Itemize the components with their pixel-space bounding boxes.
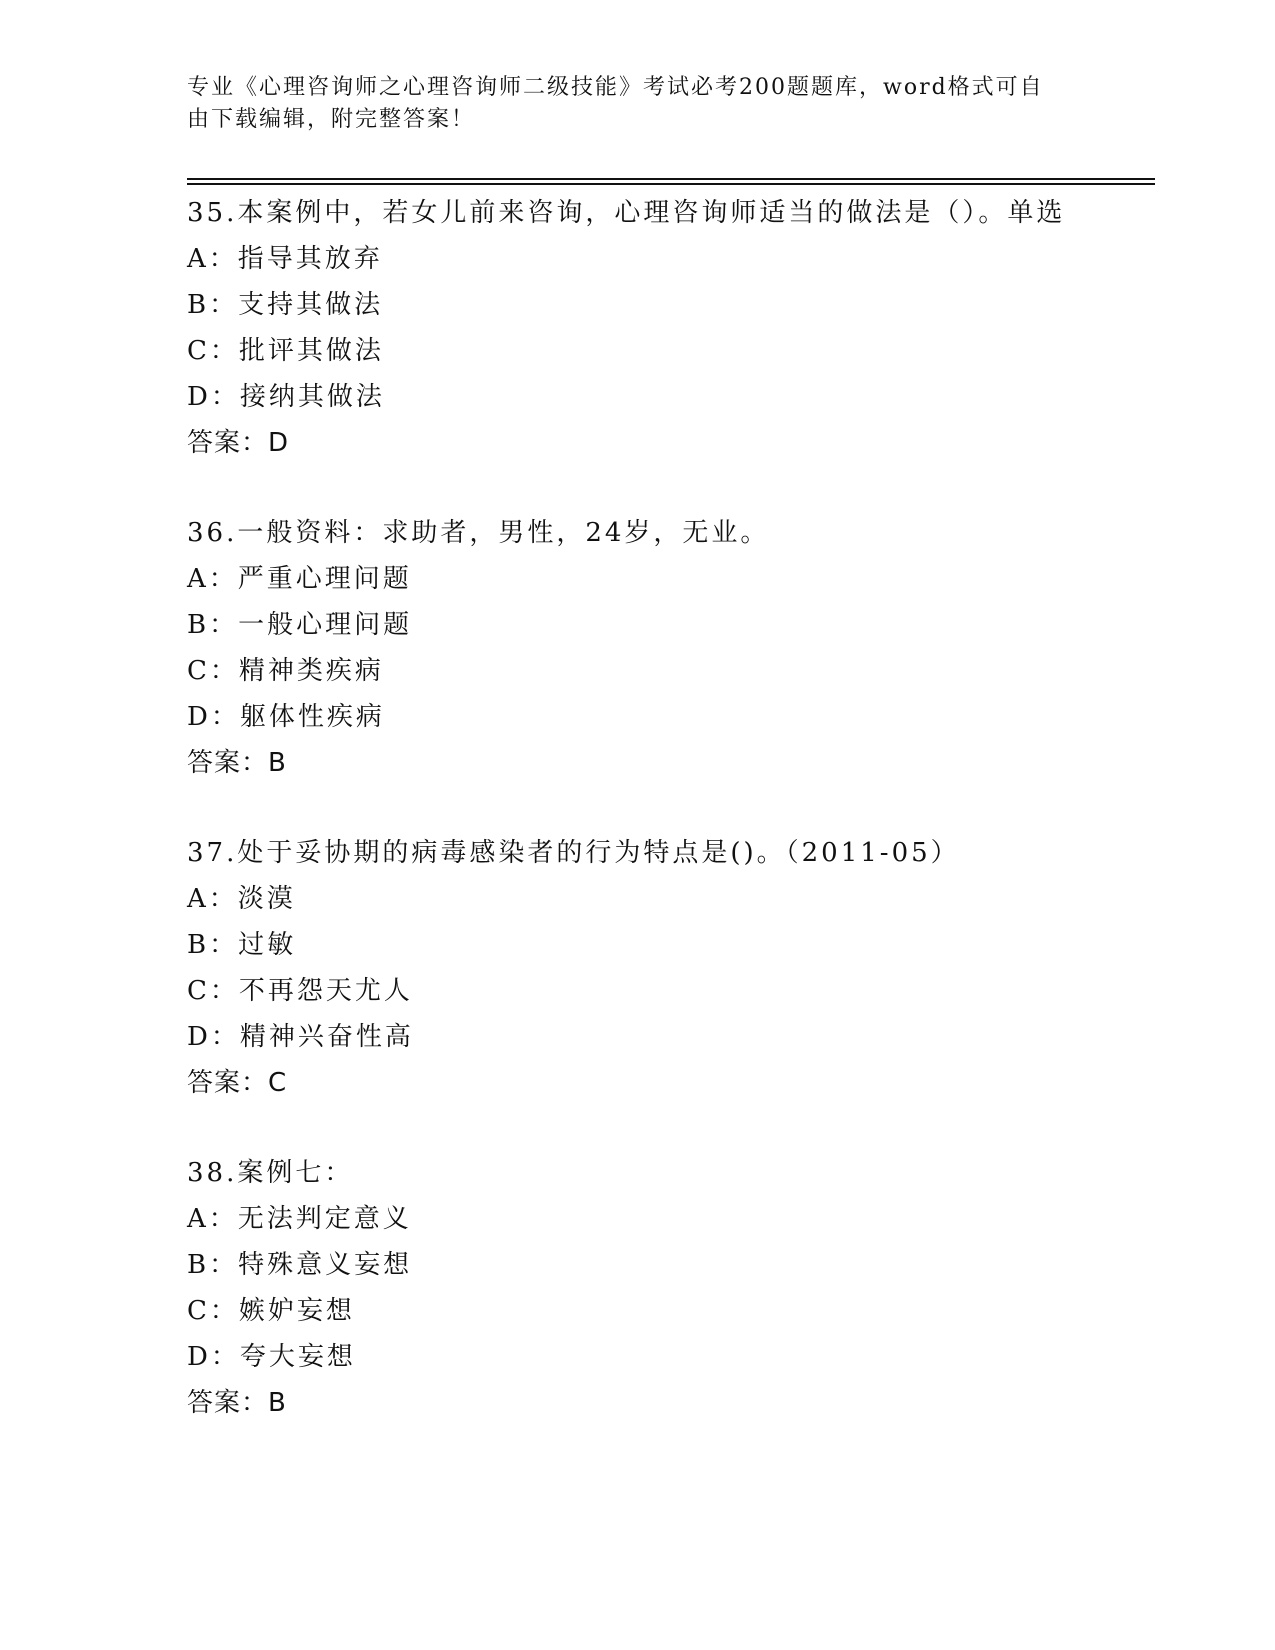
question-37 (187, 830, 1147, 1106)
option-b: B：支持其做法 (187, 290, 384, 320)
header-divider-top (187, 178, 1155, 180)
question-stem: 37.处于妥协期的病毒感染者的行为特点是()。（2011-05） (187, 838, 960, 868)
option-b: B：一般心理问题 (187, 610, 413, 640)
option-d: D：接纳其做法 (187, 382, 385, 412)
answer: 答案：D (187, 428, 290, 458)
option-a: A：无法判定意义 (187, 1204, 412, 1234)
question-stem: 36.一般资料：求助者，男性，24岁，无业。 (187, 518, 770, 548)
answer: 答案：B (187, 748, 287, 778)
question-35 (187, 190, 1147, 466)
option-c: C：嫉妒妄想 (187, 1296, 355, 1326)
option-d: D：精神兴奋性高 (187, 1022, 414, 1052)
option-a: A：指导其放弃 (187, 244, 383, 274)
question-38 (187, 1150, 1147, 1426)
header-line-1: 专业《心理咨询师之心理咨询师二级技能》考试必考200题题库，word格式可自 (187, 75, 1044, 100)
header-line-2: 由下载编辑，附完整答案！ (187, 107, 476, 132)
option-d: D：夸大妄想 (187, 1342, 356, 1372)
question-36 (187, 510, 1147, 786)
question-stem: 35.本案例中，若女儿前来咨询，心理咨询师适当的做法是（）。单选 (187, 198, 1066, 228)
question-stem: 38.案例七： (187, 1158, 354, 1188)
option-a: A：严重心理问题 (187, 564, 412, 594)
option-c: C：精神类疾病 (187, 656, 384, 686)
answer: 答案：B (187, 1388, 287, 1418)
answer: 答案：C (187, 1068, 288, 1098)
option-d: D：躯体性疾病 (187, 702, 385, 732)
option-b: B：特殊意义妄想 (187, 1250, 413, 1280)
option-b: B：过敏 (187, 930, 297, 960)
option-a: A：淡漠 (187, 884, 296, 914)
header-divider-bottom (187, 183, 1155, 185)
option-c: C：不再怨天尤人 (187, 976, 413, 1006)
option-c: C：批评其做法 (187, 336, 384, 366)
document-header (187, 72, 1067, 136)
